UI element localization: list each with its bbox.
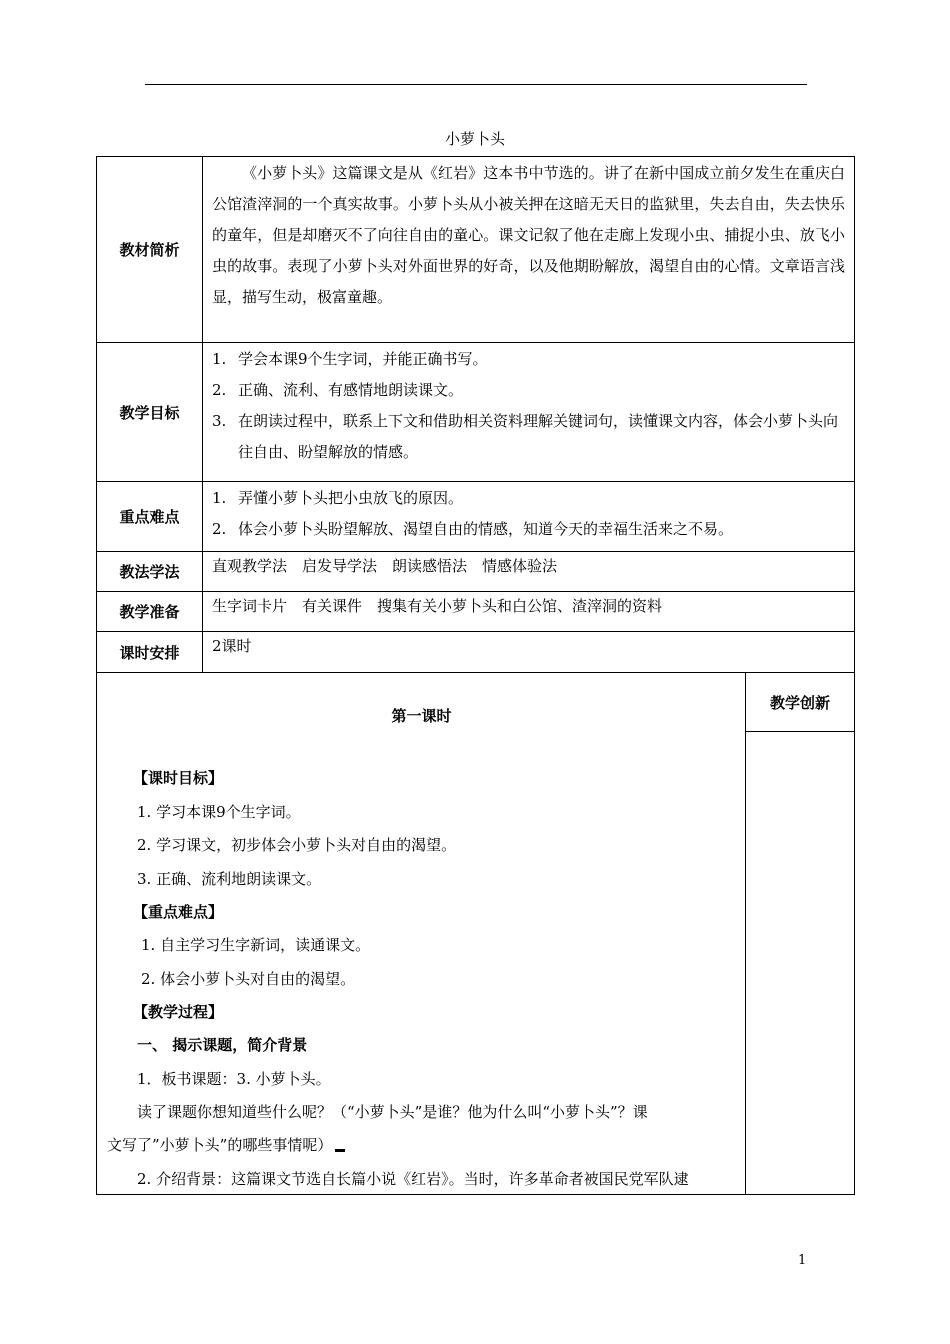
- row-content: [203, 157, 854, 342]
- innovation-column: [745, 673, 854, 1194]
- row-content: 直观教学法 启发导学法 朗读感悟法 情感体验法: [212, 557, 558, 575]
- row-analysis: [96, 156, 855, 343]
- lesson-section: [96, 673, 855, 1195]
- header-rule: [145, 84, 807, 85]
- lesson-main: [97, 673, 746, 1194]
- lesson-title: 第一课时: [391, 707, 452, 725]
- lesson-goal: 3. 正确、流利地朗读课文。: [137, 870, 322, 888]
- lesson-goal: 1. 学习本课9个生字词。: [137, 803, 301, 821]
- document-title: 小萝卜头: [444, 130, 505, 148]
- goals-header: 【课时目标】: [133, 769, 224, 787]
- row-label: 课时安排: [97, 632, 203, 672]
- list-item: 3. 在朗读过程中，联系上下文和借助相关资料理解关键词句，读懂课文内容，体会小萝卜头向往自由、盼望解放的情感。: [212, 412, 839, 461]
- lesson-key: 1. 自主学习生字新词，读通课文。: [141, 936, 371, 954]
- row-label: 教学准备: [97, 592, 203, 631]
- lesson-goal: 2. 学习课文，初步体会小萝卜头对自由的渴望。: [137, 836, 457, 854]
- row-prep: [96, 592, 855, 632]
- row-label: 教学目标: [97, 343, 203, 481]
- row-content: [203, 343, 854, 481]
- process-text: 读了课题你想知道些什么呢？（“小萝卜头”是谁？他为什么叫“小萝卜头”？课: [137, 1103, 648, 1121]
- row-content: 生字词卡片 有关课件 搜集有关小萝卜头和白公馆、渣滓洞的资料: [212, 597, 663, 615]
- row-methods: [96, 552, 855, 592]
- list-item: 2. 正确、流利、有感情地朗读课文。: [212, 381, 464, 399]
- row-label: 重点难点: [97, 482, 203, 551]
- process-text: 2. 介绍背景：这篇课文节选自长篇小说《红岩》。当时，许多革命者被国民党军队逮: [137, 1170, 689, 1188]
- innovation-header: 教学创新: [746, 673, 854, 732]
- row-goals: [96, 343, 855, 482]
- process-header: 【教学过程】: [133, 1003, 224, 1021]
- row-schedule: [96, 632, 855, 673]
- process-text: 文写了”小萝卜头”的哪些事情呢）: [97, 1135, 746, 1155]
- page-number: 1: [798, 1253, 807, 1268]
- process-text: 1．板书课题：3. 小萝卜头。: [137, 1070, 331, 1088]
- row-content: 2课时: [212, 637, 252, 655]
- row-label: 教材简析: [97, 157, 203, 342]
- list-item: 1. 学会本课9个生字词，并能正确书写。: [212, 350, 488, 368]
- row-label: 教法学法: [97, 552, 203, 591]
- row-content: [203, 482, 854, 551]
- row-keypoints: [96, 482, 855, 552]
- analysis-text: 《小萝卜头》这篇课文是从《红岩》这本书中节选的。讲了在新中国成立前夕发生在重庆白公馆渣滓洞的一个真实故事。小萝卜头从小被关押在这暗无天日的监狱里，失去自由，失去快乐的童年，但是却磨灭不了向往自由的童心。课文记叙了他在走廊上发现小虫、捕捉小虫、放飞小虫的故事。表现了小萝卜头对外面世界的好奇，以及他期盼解放，渴望自由的心情。文章语言浅显，描写生动，极富童趣。: [212, 164, 845, 306]
- keys-header: 【重点难点】: [133, 903, 224, 921]
- step-heading: 一、 揭示课题，简介背景: [137, 1036, 308, 1054]
- list-item: 2. 体会小萝卜头盼望解放、渴望自由的情感，知道今天的幸福生活来之不易。: [212, 520, 734, 538]
- list-item: 1. 弄懂小萝卜头把小虫放飞的原因。: [212, 489, 464, 507]
- lesson-key: 2. 体会小萝卜头对自由的渴望。: [141, 970, 356, 988]
